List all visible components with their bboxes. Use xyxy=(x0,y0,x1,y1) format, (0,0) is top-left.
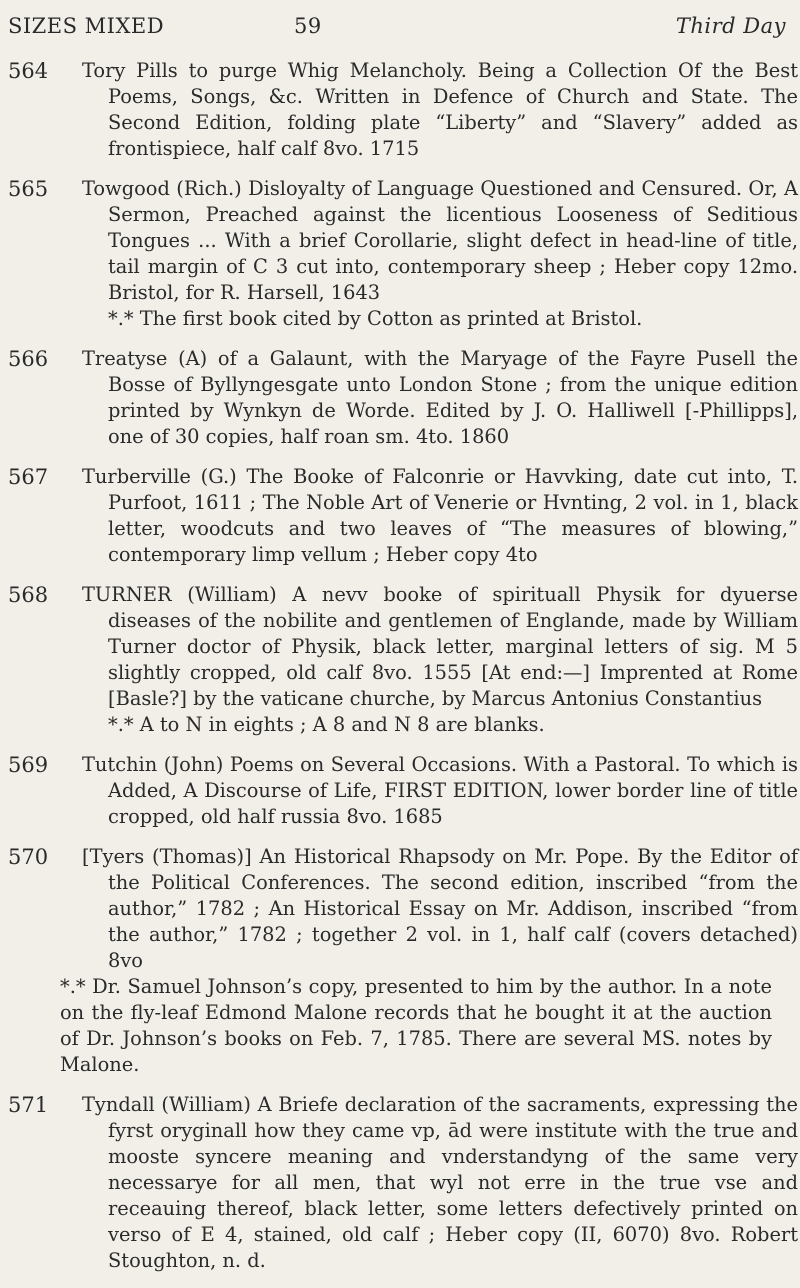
page-number: 59 xyxy=(294,14,322,38)
lot-entry xyxy=(0,58,800,162)
lot-description: Treatyse (A) of a Galaunt, with the Maryage of the Fayre Pusell the Bosse of Byllyngesgate unto London Stone ; from the unique edition printed by Wynkyn de Worde. Edited by J. O. Halliwell [-Phillipps], one of 30 copies, half roan sm. 4to. 1860 xyxy=(82,347,798,448)
lot-number: 567 xyxy=(8,465,49,489)
lot-entry xyxy=(0,752,800,830)
lot-number: 570 xyxy=(8,845,49,869)
lot-description: Tyndall (William) A Briefe declaration of the sacraments, expressing the fyrst oryginall how they came vp, ād were institute with the true and mooste syncere meaning and vnderstandyng of the same very necessarye for all men, that wyl not erre in the true vse and receauing thereof, black letter, some letters defectively printed on verso of E 4, stained, old calf ; Heber copy (II, 6070) 8vo. Robert Stoughton, n. d. xyxy=(82,1093,798,1272)
lot-number: 566 xyxy=(8,347,49,371)
lot-note: *.* A to N in eights ; A 8 and N 8 are blanks. xyxy=(108,713,545,736)
lot-entry xyxy=(0,346,800,450)
header-day: Third Day xyxy=(675,14,786,38)
lot-note: *.* The first book cited by Cotton as printed at Bristol. xyxy=(108,307,643,330)
lot-description: [Tyers (Thomas)] An Historical Rhapsody on Mr. Pope. By the Editor of the Political Conferences. The second edition, inscribed “from the author,” 1782 ; An Historical Essay on Mr. Addison, inscribed “from the author,” 1782 ; together 2 vol. in 1, half calf (covers detached) 8vo xyxy=(82,845,798,972)
lot-description: TURNER (William) A nevv booke of spirituall Physik for dyuerse diseases of the nobilite and gentlemen of Englande, made by William Turner doctor of Physik, black letter, marginal letters of sig. M 5 slightly cropped, old calf 8vo. 1555 [At end:—] Imprented at Rome [Basle?] by the vaticane churche, by Marcus Antonius Constantius xyxy=(82,583,798,710)
header-section-title: SIZES MIXED xyxy=(8,14,165,38)
lot-description: Turberville (G.) The Booke of Falconrie or Havvking, date cut into, T. Purfoot, 1611 ; The Noble Art of Venerie or Hvnting, 2 vol. in 1, black letter, woodcuts and two leaves of “The measures of blowing,” contemporary limp vellum ; Heber copy 4to xyxy=(82,465,798,566)
lot-entry xyxy=(0,582,800,738)
lot-description: Tutchin (John) Poems on Several Occasions. With a Pastoral. To which is Added, A Discourse of Life, FIRST EDITION, lower border line of title cropped, old half russia 8vo. 1685 xyxy=(82,753,798,828)
lot-description: Towgood (Rich.) Disloyalty of Language Questioned and Censured. Or, A Sermon, Preached against the licentious Looseness of Seditious Tongues ... With a brief Corollarie, slight defect in head-line of title, tail margin of C 3 cut into, contemporary sheep ; Heber copy 12mo. Bristol, for R. Harsell, 1643 xyxy=(82,177,798,304)
lot-entry xyxy=(0,1092,800,1274)
lot-note: *.* Dr. Samuel Johnson’s copy, presented to him by the author. In a note on the fly-leaf Edmond Malone records that he bought it at the auction of Dr. Johnson’s books on Feb. 7, 1785. There are several MS. notes by Malone. xyxy=(60,975,772,1076)
lot-number: 568 xyxy=(8,583,49,607)
lot-entry xyxy=(0,176,800,332)
page-header xyxy=(8,14,786,44)
lot-entry xyxy=(0,844,800,1078)
lot-entry xyxy=(0,464,800,568)
lot-list xyxy=(0,58,800,1288)
lot-number: 569 xyxy=(8,753,49,777)
lot-number: 565 xyxy=(8,177,49,201)
lot-number: 564 xyxy=(8,59,49,83)
lot-number: 571 xyxy=(8,1093,49,1117)
lot-description: Tory Pills to purge Whig Melancholy. Being a Collection Of the Best Poems, Songs, &c. Written in Defence of Church and State. The Second Edition, folding plate “Liberty” and “Slavery” added as frontispiece, half calf 8vo. 1715 xyxy=(82,59,798,160)
